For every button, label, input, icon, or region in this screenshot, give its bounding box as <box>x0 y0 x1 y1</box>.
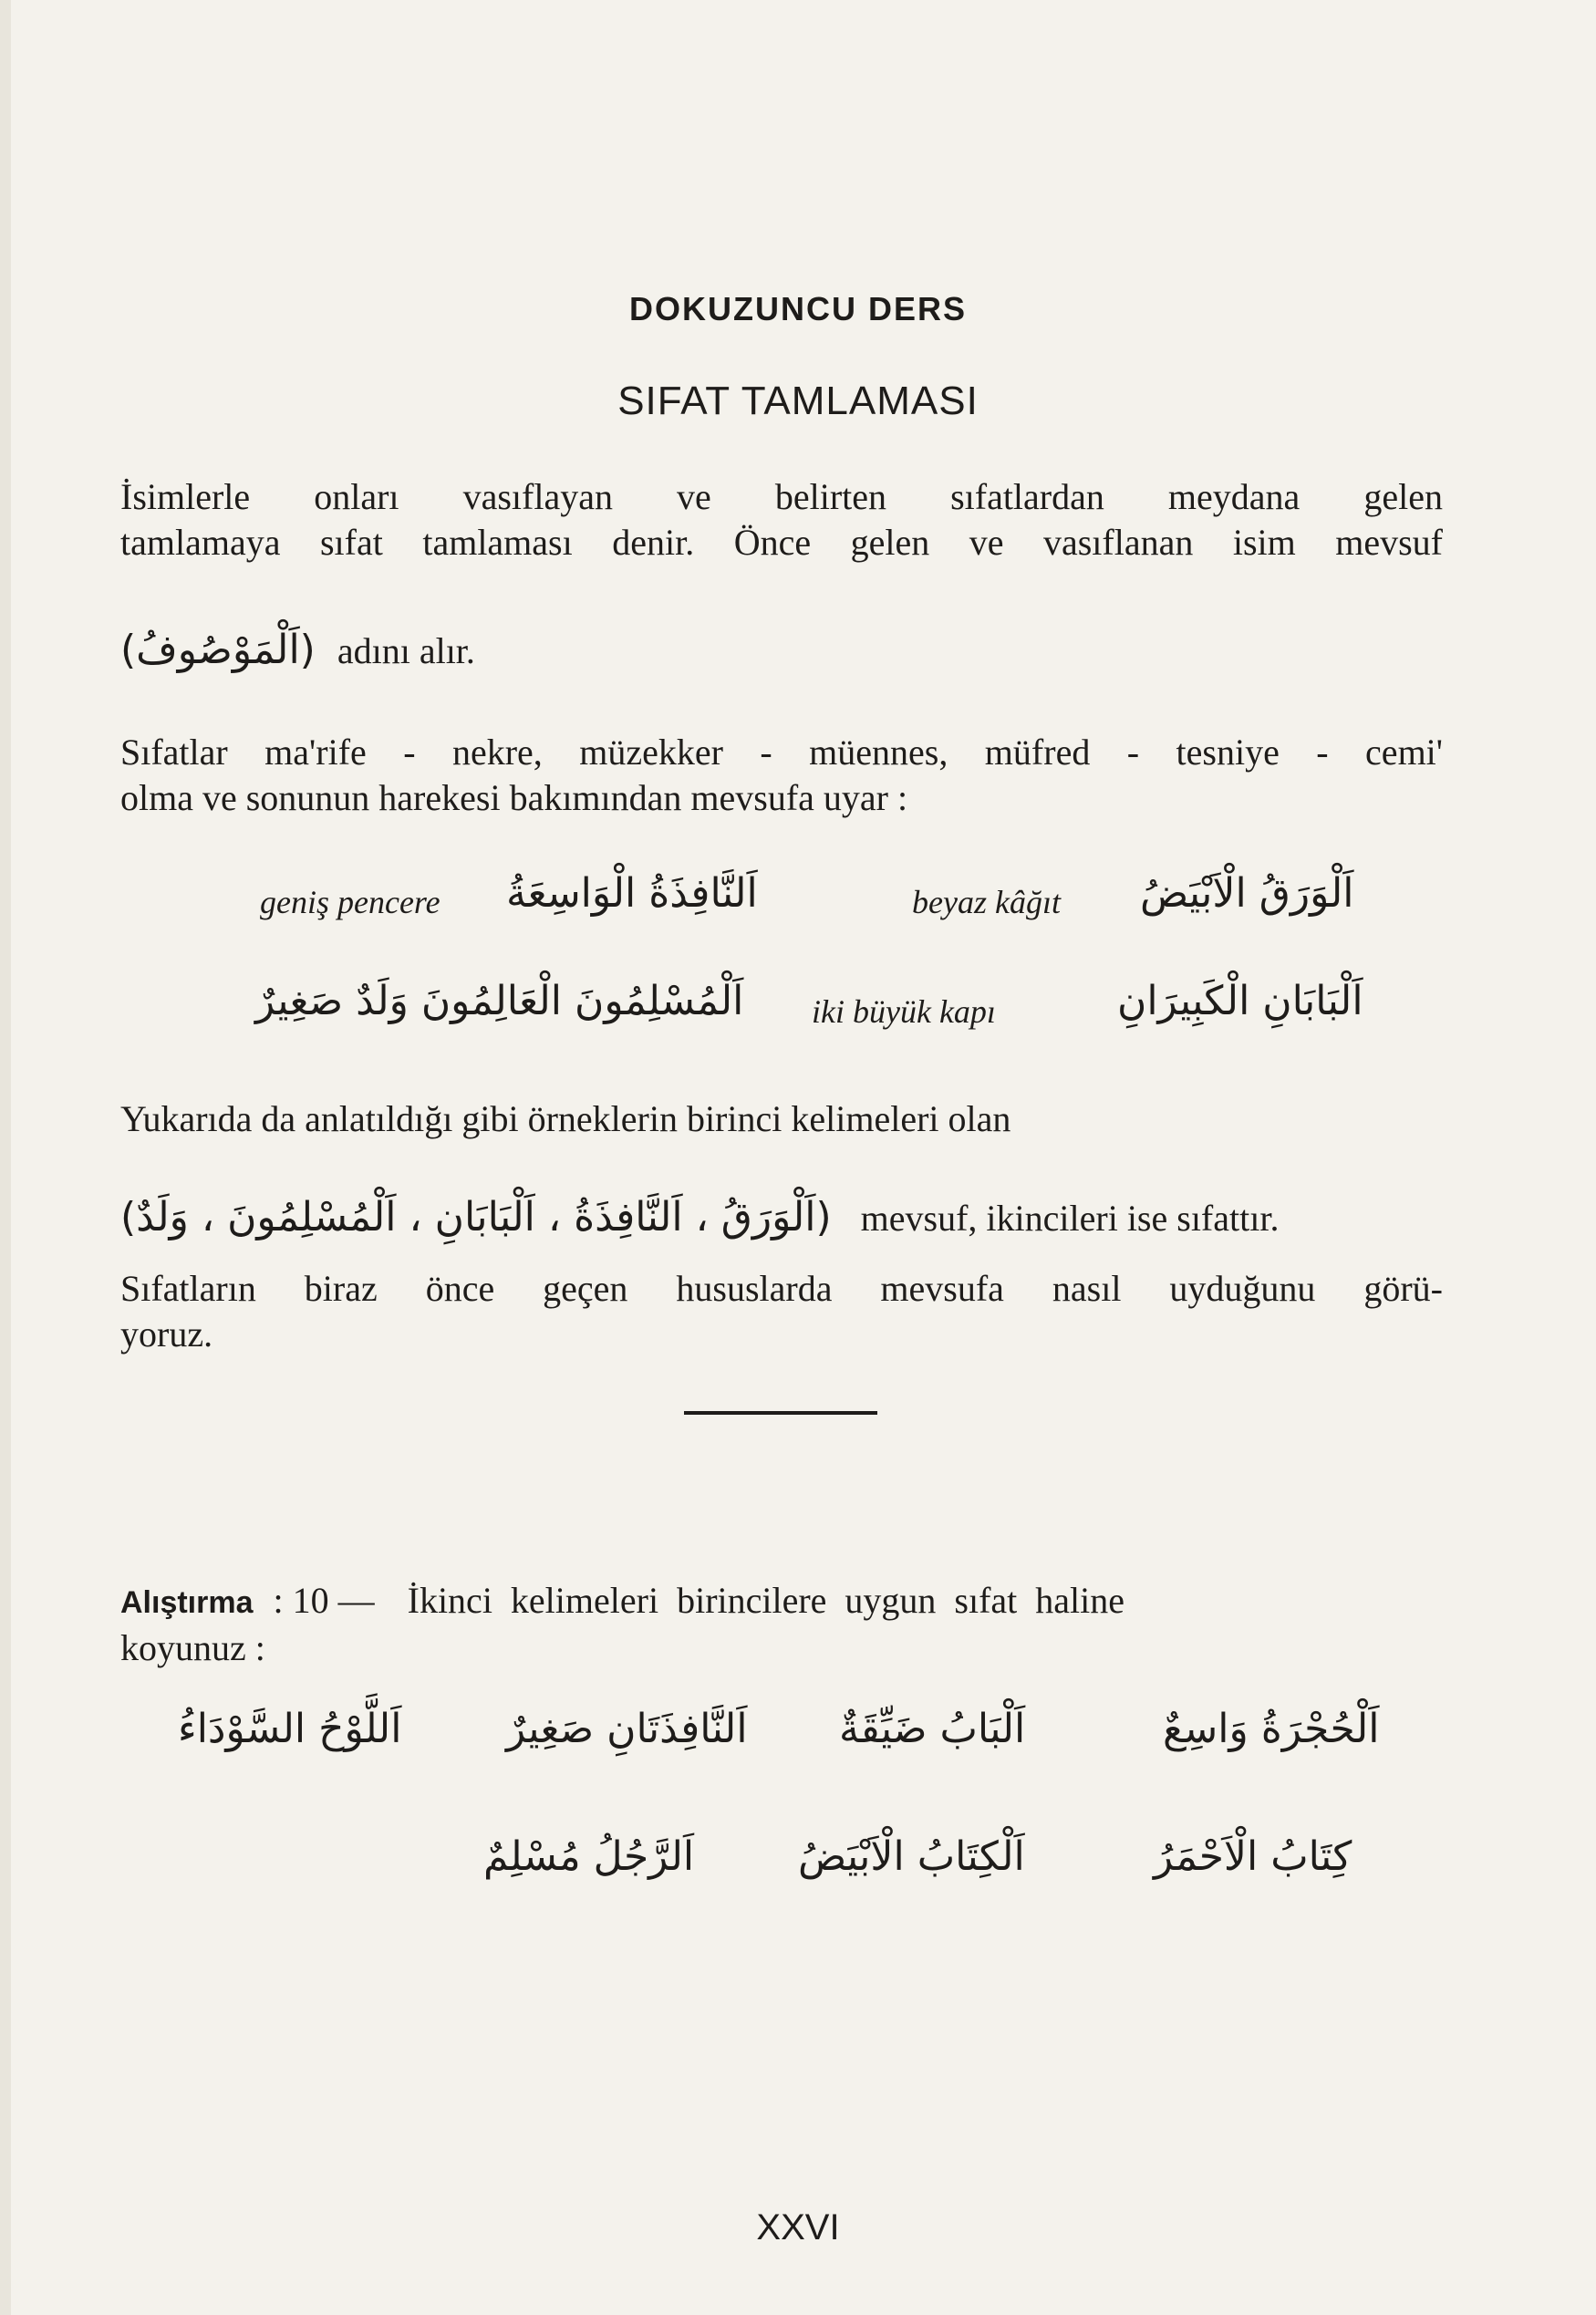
arabic-mevsuf-list: (اَلْوَرَقُ ، اَلنَّافِذَةُ ، اَلْبَابَانِ ، اَلْمُسْلِمُونَ ، وَلَدٌ) <box>120 1194 832 1241</box>
example-arabic-beyaz-kagit: اَلْوَرَقُ الْاَبْيَضُ <box>1140 870 1354 917</box>
paragraph-agreement <box>120 730 1443 821</box>
exercise-item: اَلْكِتَابُ الْاَبْيَضُ <box>798 1833 1025 1880</box>
paragraph-explanation-arabic <box>120 1195 1443 1241</box>
paragraph-line: tamlamaya sıfat tamlaması denir. Önce gelen ve vasıflanan isim mevsuf <box>120 522 1443 563</box>
exercise-item: اَلْبَابُ ضَيِّقَةٌ <box>839 1706 1026 1752</box>
paragraph-line: yoruz. <box>120 1313 213 1355</box>
exercise-row-1 <box>0 1706 1596 1779</box>
example-label-beyaz-kagit: beyaz kâğıt <box>912 884 1061 920</box>
exercise-label: Alıştırma <box>120 1585 254 1620</box>
exercise-instruction <box>120 1578 1443 1671</box>
exercise-item: اَللَّوْحُ السَّوْدَاءُ <box>178 1706 402 1752</box>
paragraph-tail: adını alır. <box>337 630 475 671</box>
section-title: SIFAT TAMLAMASI <box>617 379 979 423</box>
paragraph-line: Sıfatlar ma'rife - nekre, müzekker - müennes, müfred - tesniye - cemi' <box>120 732 1443 773</box>
paragraph-definition <box>120 474 1443 566</box>
exercise-item: كِتَابُ الْاَحْمَرُ <box>1154 1833 1352 1880</box>
paragraph-explanation <box>120 1096 1443 1142</box>
section-divider <box>684 1411 877 1415</box>
examples-row-2 <box>0 974 1596 1047</box>
paragraph-explanation-end <box>120 1266 1443 1357</box>
exercise-number: : 10 — <box>273 1580 375 1621</box>
example-label-genis-pencere: geniş pencere <box>260 884 440 920</box>
paragraph-line: Yukarıda da anlatıldığı gibi örneklerin birinci kelimeleri olan <box>120 1098 1011 1139</box>
paragraph-line: Sıfatların biraz önce geçen hususlarda mevsufa nasıl uyduğunu görü- <box>120 1268 1443 1309</box>
paragraph-line: İsimlerle onları vasıflayan ve belirten sıfatlardan meydana gelen <box>120 476 1443 517</box>
lesson-title: DOKUZUNCU DERS <box>629 290 967 327</box>
exercise-row-2 <box>0 1833 1596 1906</box>
exercise-item: اَلنَّافِذَتَانِ صَغِيرٌ <box>506 1706 748 1752</box>
exercise-item: اَلرَّجُلُ مُسْلِمٌ <box>483 1833 695 1880</box>
exercise-item: اَلْحُجْرَةُ وَاسِعٌ <box>1163 1706 1380 1752</box>
paragraph-line: olma ve sonunun harekesi bakımından mevsufa uyar : <box>120 777 908 818</box>
arabic-term-mevsuf: (اَلْمَوْصُوفُ) <box>120 627 316 673</box>
paragraph-line: mevsuf, ikincileri ise sıfattır. <box>860 1198 1280 1239</box>
example-arabic-genis-pencere: اَلنَّافِذَةُ الْوَاسِعَةُ <box>506 870 758 917</box>
paragraph-mevsuf-term <box>120 628 1443 674</box>
page-number: XXVI <box>756 2207 840 2248</box>
page-gutter <box>0 0 11 2315</box>
example-label-iki-buyuk-kapi: iki büyük kapı <box>812 993 996 1030</box>
example-arabic-babani: اَلْبَابَانِ الْكَبِيرَانِ <box>1117 978 1363 1024</box>
example-arabic-muslimun: اَلْمُسْلِمُونَ الْعَالِمُونَ وَلَدٌ صَغِيرٌ <box>255 978 744 1024</box>
exercise-line: koyunuz : <box>120 1627 265 1668</box>
exercise-line <box>120 1578 1443 1625</box>
examples-row-1 <box>0 867 1596 939</box>
exercise-instruction-text: İkinci kelimeleri birincilere uygun sıfat haline <box>407 1580 1125 1621</box>
